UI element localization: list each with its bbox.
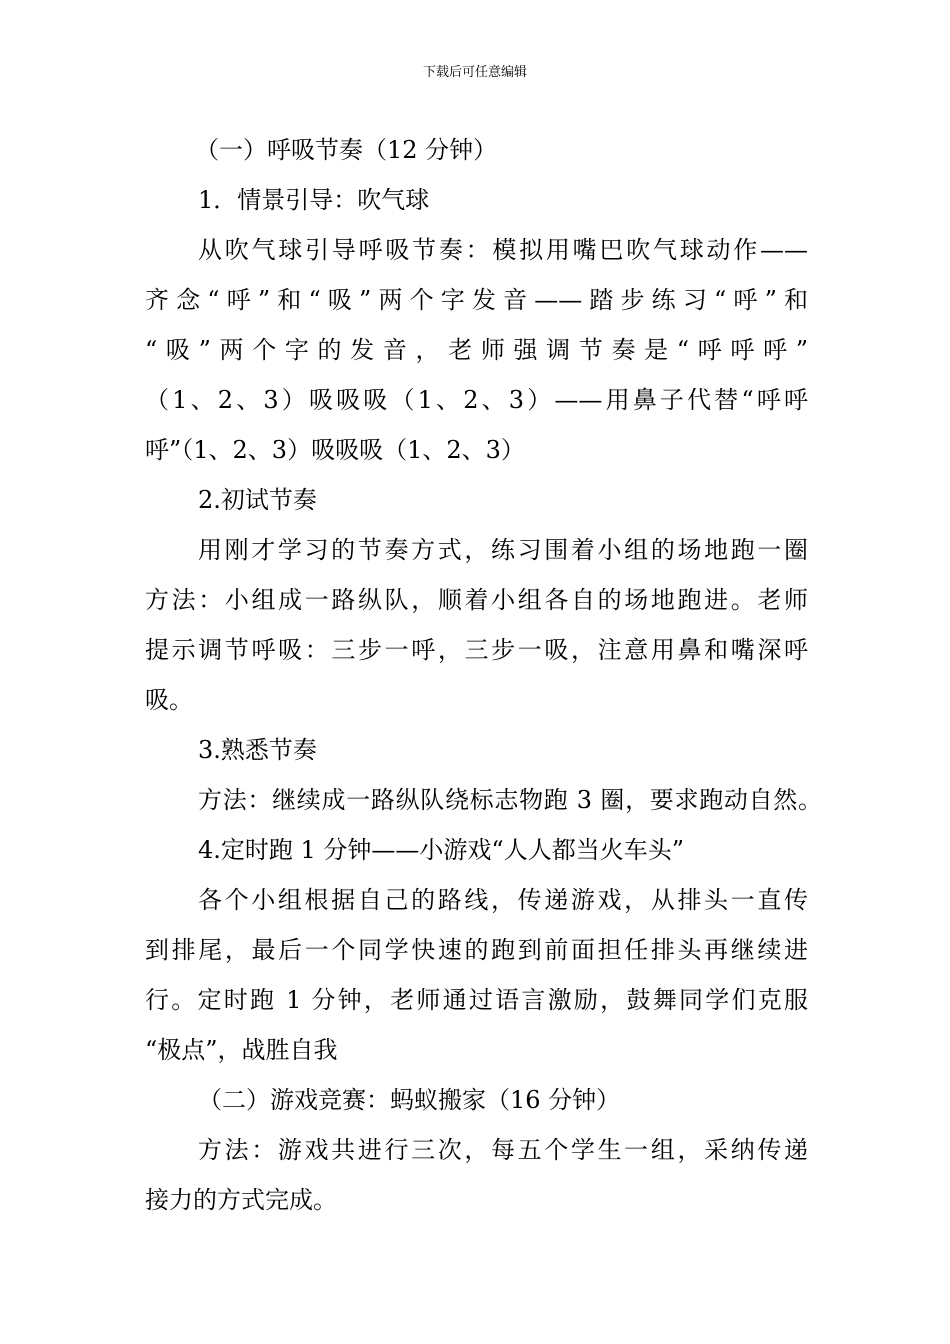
paragraph-line: 各个小组根据自己的路线，传递游戏，从排头一直传 bbox=[198, 886, 808, 914]
subheading-familiar-rhythm: 3.熟悉节奏 bbox=[198, 736, 317, 764]
paragraph-line: 到排尾，最后一个同学快速的跑到前面担任排头再继续进 bbox=[145, 936, 808, 964]
paragraph-line: 齐念“呼”和“吸”两个字发音——踏步练习“呼”和 bbox=[145, 286, 808, 314]
paragraph-line: “极点”，战胜自我 bbox=[145, 1036, 338, 1064]
paragraph-line: （1、2、3）吸吸吸（1、2、3）——用鼻子代替“呼呼 bbox=[145, 386, 808, 414]
section-heading-ant-moving-game: （二）游戏竞赛：蚂蚁搬家（16 分钟） bbox=[198, 1086, 621, 1114]
section-heading-breathing-rhythm: （一）呼吸节奏（12 分钟） bbox=[195, 136, 498, 164]
paragraph-line: “吸”两个字的发音，老师强调节奏是“呼呼呼” bbox=[145, 336, 808, 364]
paragraph-line: 方法：继续成一路纵队绕标志物跑 3 圈，要求跑动自然。 bbox=[198, 786, 822, 814]
paragraph-line: 行。定时跑 1 分钟，老师通过语言激励，鼓舞同学们克服 bbox=[145, 986, 808, 1014]
subheading-first-try-rhythm: 2.初试节奏 bbox=[198, 486, 317, 514]
paragraph-line: 用刚才学习的节奏方式，练习围着小组的场地跑一圈 bbox=[198, 536, 808, 564]
subheading-timed-run: 4.定时跑 1 分钟——小游戏“人人都当火车头” bbox=[198, 836, 684, 864]
paragraph-line: 方法：游戏共进行三次，每五个学生一组，采纳传递 bbox=[198, 1136, 808, 1164]
paragraph-line: 提示调节呼吸：三步一呼，三步一吸，注意用鼻和嘴深呼 bbox=[145, 636, 808, 664]
page-header: 下载后可任意编辑 bbox=[422, 65, 527, 80]
paragraph-line: 从吹气球引导呼吸节奏：模拟用嘴巴吹气球动作—— bbox=[198, 236, 808, 264]
paragraph-line: 接力的方式完成。 bbox=[145, 1186, 337, 1214]
paragraph-line: 呼”（1、2、3）吸吸吸（1、2、3） bbox=[145, 436, 525, 464]
subheading-situation-guide: 1．情景引导：吹气球 bbox=[198, 186, 430, 214]
paragraph-line: 方法：小组成一路纵队，顺着小组各自的场地跑进。老师 bbox=[145, 586, 808, 614]
paragraph-line: 吸。 bbox=[145, 686, 193, 714]
